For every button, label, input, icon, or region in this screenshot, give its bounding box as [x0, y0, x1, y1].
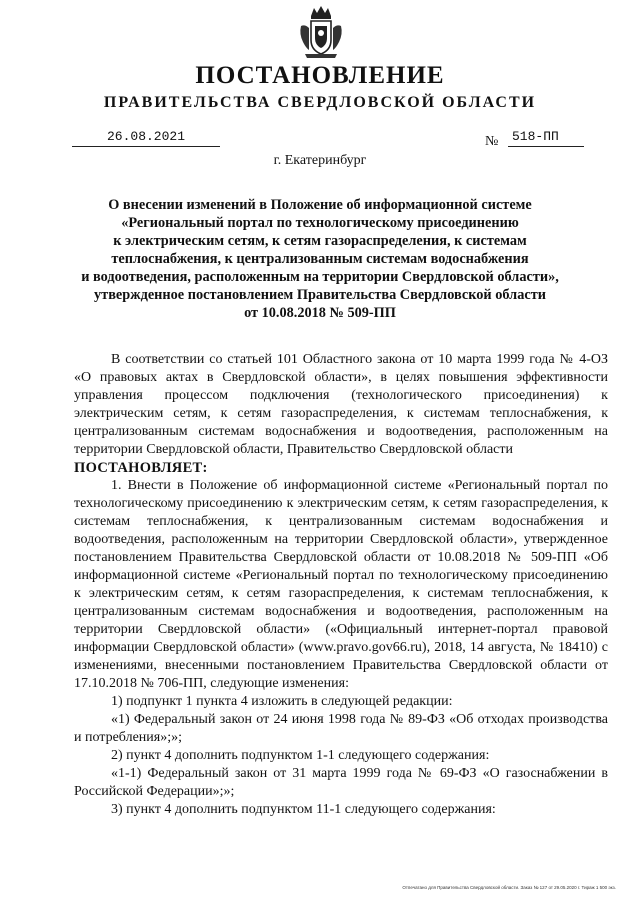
- city: г. Екатеринбург: [273, 153, 367, 168]
- document-date: 26.08.2021: [72, 128, 220, 147]
- title-line: к электрическим сетям, к сетям газораспределения, к системам: [113, 233, 527, 249]
- title-line: утвержденное постановлением Правительства Свердловской области: [94, 287, 546, 303]
- body-paragraph: 3) пункт 4 дополнить подпунктом 11-1 следующего содержания:: [111, 802, 496, 817]
- body-paragraph: 2) пункт 4 дополнить подпунктом 1-1 следующего содержания:: [111, 748, 490, 763]
- document-title: [60, 196, 580, 322]
- document-number: 518-ПП: [508, 128, 584, 147]
- title-line: от 10.08.2018 № 509-ПП: [244, 305, 396, 321]
- title-line: О внесении изменений в Положение об информационной системе: [108, 197, 532, 213]
- body-paragraph: «1) Федеральный закон от 24 июня 1998 года № 89-ФЗ «Об отходах производства и потребления»;»;: [74, 712, 608, 745]
- body-paragraph: 1. Внести в Положение об информационной системе «Региональный портал по технологическому присоединению к электрическим сетям, к сетям газораспределения, к системам теплоснабжения, к централизованным системам водоснабжения и водоотведения, расположенным на территории Свердловской области», утвержденное постановлением Правительства Свердловской области от 10.08.2018 № 509-ПП «Об информационной системе «Региональный портал по технологическому присоединению к электрическим сетям, к сетям газораспределения, к системам теплоснабжения, к централизованным системам водоснабжения и водоотведения, расположенным на территории Свердловской области» («Официальный интернет-портал правовой информации Свердловской области» (www.pravo.gov66.ru), 2018, 14 августа, № 18410) с изменениями, внесенными постановлением Правительства Свердловской области от 17.10.2018 № 706-ПП, следующие изменения:: [74, 478, 608, 691]
- title-line: теплоснабжения, к централизованным системам водоснабжения: [111, 251, 529, 267]
- body-paragraph: 1) подпункт 1 пункта 4 изложить в следующей редакции:: [111, 694, 453, 709]
- number-sign: №: [485, 134, 499, 149]
- document-type: ПОСТАНОВЛЕНИЕ: [195, 62, 445, 89]
- preamble-paragraph: В соответствии со статьей 101 Областного закона от 10 марта 1999 года № 4-ОЗ «О правовых актах в Свердловской области», в целях повышения эффективности управления процессом подключения (технологического присоединения) к электрическим сетям, к сетям газораспределения, к системам теплоснабжения, к централизованным системам водоснабжения и водоотведения, расположенным на территории Свердловской области, Правительство Свердловской области: [74, 352, 608, 457]
- title-line: и водоотведения, расположенным на территории Свердловской области»,: [81, 269, 559, 285]
- resolves-heading: ПОСТАНОВЛЯЕТ:: [74, 460, 208, 476]
- issuer-name: ПРАВИТЕЛЬСТВА СВЕРДЛОВСКОЙ ОБЛАСТИ: [103, 94, 537, 111]
- body-paragraph: «1-1) Федеральный закон от 31 марта 1999 года № 69-ФЗ «О газоснабжении в Российской Федерации»;»;: [74, 766, 608, 799]
- document-body: [74, 351, 608, 819]
- title-line: «Региональный портал по технологическому присоединению: [121, 215, 519, 231]
- print-note: Отпечатано для Правительства Свердловской области. Заказ № 127 от 29.05.2020 г. Тираж 1 500 экз.: [402, 885, 616, 890]
- coat-of-arms-icon: [297, 4, 345, 60]
